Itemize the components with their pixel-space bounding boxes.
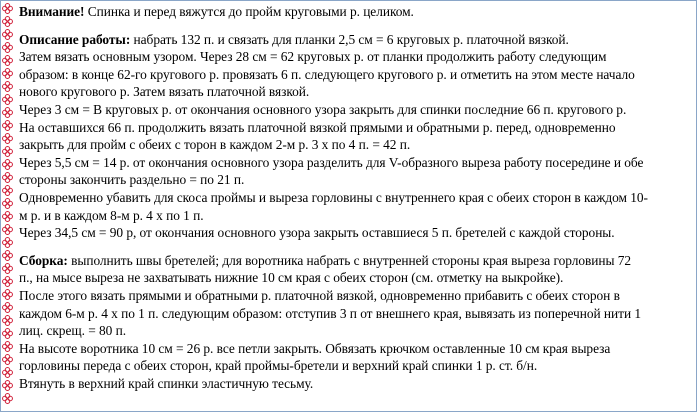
attention-line [19, 3, 690, 21]
assembly-line-7: Втянуть в верхний край спинки эластичную тесьму. [19, 375, 314, 391]
flower-icon [2, 224, 13, 235]
flower-icon [2, 172, 13, 183]
flower-icon [2, 367, 13, 378]
assembly-line-5: На высоте воротника 10 см = 26 р. все петли закрыть. Обвязать крючком оставленные 10 см края выреза [19, 340, 611, 356]
description-line-7: Через 5,5 см = 14 р. от окончания основного узора разделить для V-образного выреза работу посередине и обе [19, 154, 644, 170]
description-line-11: Через 34,5 см = 90 р, от окончания основного узора закрыть оставшиеся 5 п. бретелей с каждой стороны. [19, 225, 615, 241]
flower-icon [2, 250, 13, 261]
flower-icon [2, 42, 13, 53]
instructions-text [19, 3, 690, 392]
flower-icon [2, 81, 13, 92]
assembly-line-3: каждом 6-м р. 4 х по 1 п. следующим образом: отступив 3 п от внешнего края, вывязать из поперечной нити 1 [19, 305, 642, 321]
description-line-3: нового кругового р. Затем вязать платочной вязкой. [19, 84, 310, 100]
flower-icon [2, 133, 13, 144]
description-line-1: Затем вязать основным узором. Через 28 см = 62 круговых р. от планки продолжить работу следующим [19, 49, 607, 65]
description-line-8: стороны закончить раздельно = по 21 п. [19, 172, 245, 188]
description-line-9: Одновременно убавить для скоса проймы и выреза горловины с внутреннего края с обеих сторон в каждом 10- [19, 189, 648, 205]
flower-icon [2, 159, 13, 170]
flower-icon [2, 393, 13, 404]
flower-icon [2, 237, 13, 248]
flower-icon [2, 185, 13, 196]
flower-icon [2, 55, 13, 66]
flower-icon [2, 263, 13, 274]
flower-icon [2, 341, 13, 352]
flower-icon [2, 107, 13, 118]
description-line-0: Описание работы: набрать 132 п. и связать для планки 2,5 см = 6 круговых р. платочной вязкой. [19, 31, 569, 47]
flower-icon [2, 29, 13, 40]
description-line-10: м р. и в каждом 8-м р. 4 х по 1 п. [19, 207, 204, 223]
decorative-border [1, 1, 15, 411]
attention-text: Спинка и перед вяжутся до пройм круговыми р. целиком. [84, 4, 414, 19]
description-label: Описание работы: [19, 31, 131, 47]
flower-icon [2, 120, 13, 131]
assembly-line-6: горловины переда с обеих сторон, край проймы-бретели и верхний край спинки 1 р. ст. б/н. [19, 358, 538, 374]
flower-icon [2, 302, 13, 313]
assembly-line-1: п., на мысе выреза не захватывать нижние 10 см края с обеих сторон (см. отметку на выкройке). [19, 270, 564, 286]
flower-icon [2, 146, 13, 157]
flower-icon [2, 354, 13, 365]
flower-icon [2, 68, 13, 79]
flower-icon [2, 16, 13, 27]
assembly-line-4: лиц. скрещ. = 80 п. [19, 323, 127, 339]
description-line-5: На оставшихся 66 п. продолжить вязать платочной вязкой прямыми и обратными р. перед, одновременно [19, 119, 616, 135]
assembly-line-0: Сборка: выполнить швы бретелей; для воротника набрать с внутренней стороны края выреза горловины 72 [19, 252, 632, 268]
flower-icon [2, 380, 13, 391]
description-line-6: закрыть для пройм с обеих с торон в каждом 2-м р. 3 х по 4 п. = 42 п. [19, 137, 411, 153]
description-line-2: образом: в конце 62-го кругового р. провязать 6 п. следующего кругового р. и отметить на этом месте начало [19, 66, 635, 82]
flower-icon [2, 328, 13, 339]
assembly-line-2: После этого вязать прямыми и обратными р. платочной вязкой, одновременно прибавить с обеих сторон в [19, 287, 620, 303]
assembly-label: Сборка: [19, 252, 68, 268]
flower-icon [2, 94, 13, 105]
flower-icon [2, 315, 13, 326]
description-line-4: Через 3 см = В круговых р. от окончания основного узора закрыть для спинки последние 66 п. кругового р. [19, 101, 627, 117]
flower-icon [2, 198, 13, 209]
flower-icon [2, 289, 13, 300]
flower-icon [2, 276, 13, 287]
flower-icon [2, 3, 13, 14]
flower-icon [2, 211, 13, 222]
attention-label: Внимание! [19, 4, 85, 19]
